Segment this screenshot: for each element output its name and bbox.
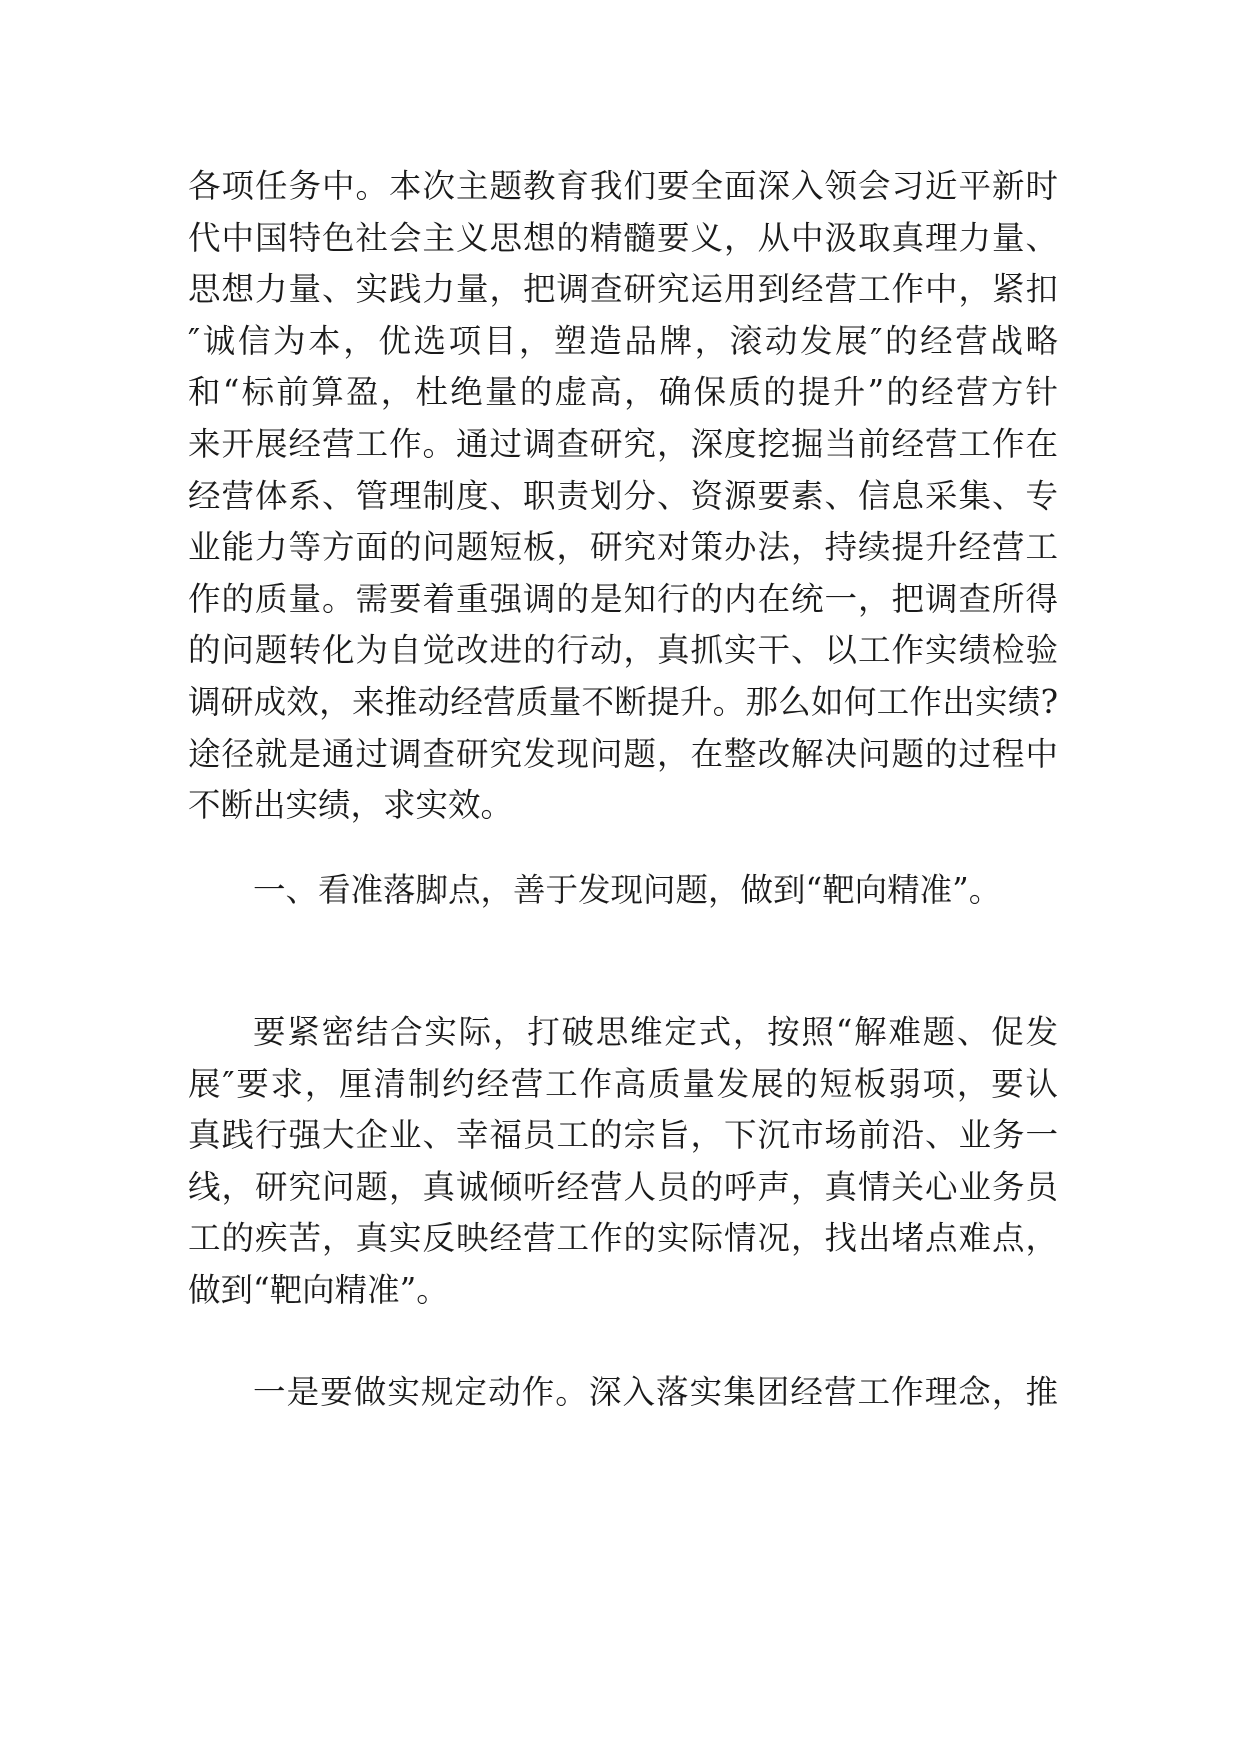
text-line: 来开展经营工作。通过调查研究，深度挖掘当前经营工作在 (188, 424, 1058, 463)
text-line: 经营体系、管理制度、职责划分、资源要素、信息采集、专 (188, 476, 1058, 515)
text-line: 和“标前算盈，杜绝量的虚高，确保质的提升”的经营方针 (188, 373, 1058, 412)
text-line: 代中国特色社会主义思想的精髓要义，从中汲取真理力量、 (188, 218, 1058, 257)
text-line: 的问题转化为自觉改进的行动，真抓实干、以工作实绩检验 (188, 631, 1058, 670)
section-heading-1 (188, 865, 1058, 917)
text-line: 调研成效，来推动经营质量不断提升。那么如何工作出实绩? (188, 682, 1058, 721)
text-line: 工的疾苦，真实反映经营工作的实际情况，找出堵点难点， (188, 1219, 1058, 1258)
text-line: 思想力量、实践力量，把调查研究运用到经营工作中，紧扣 (188, 270, 1058, 309)
text-line: 不断出实绩，求实效。 (188, 786, 514, 825)
body-paragraph-2 (188, 1007, 1058, 1317)
text-line: 作的质量。需要着重强调的是知行的内在统一，把调查所得 (188, 579, 1058, 618)
heading-text: 一、看准落脚点，善于发现问题，做到“靶向精准”。 (253, 871, 1002, 909)
text-line: 各项任务中。本次主题教育我们要全面深入领会习近平新时 (188, 167, 1058, 205)
text-line: 线，研究问题，真诚倾听经营人员的呼声，真情关心业务员 (188, 1167, 1058, 1206)
text-line: 要紧密结合实际，打破思维定式，按照“解难题、促发 (253, 1013, 1058, 1051)
body-paragraph-1 (188, 161, 1058, 832)
text-line: 一是要做实规定动作。深入落实集团经营工作理念，推 (253, 1373, 1058, 1411)
text-line: 展″要求，厘清制约经营工作高质量发展的短板弱项，要认 (188, 1064, 1059, 1103)
text-line: 做到“靶向精准”。 (188, 1270, 449, 1309)
text-line: 真践行强大企业、幸福员工的宗旨，下沉市场前沿、业务一 (188, 1116, 1058, 1155)
body-paragraph-3 (188, 1367, 1058, 1419)
text-line: ″诚信为本，优选项目，塑造品牌，滚动发展″的经营战略 (188, 321, 1058, 360)
text-line: 业能力等方面的问题短板，研究对策办法，持续提升经营工 (188, 528, 1058, 567)
text-line: 途径就是通过调查研究发现问题，在整改解决问题的过程中 (188, 734, 1058, 773)
